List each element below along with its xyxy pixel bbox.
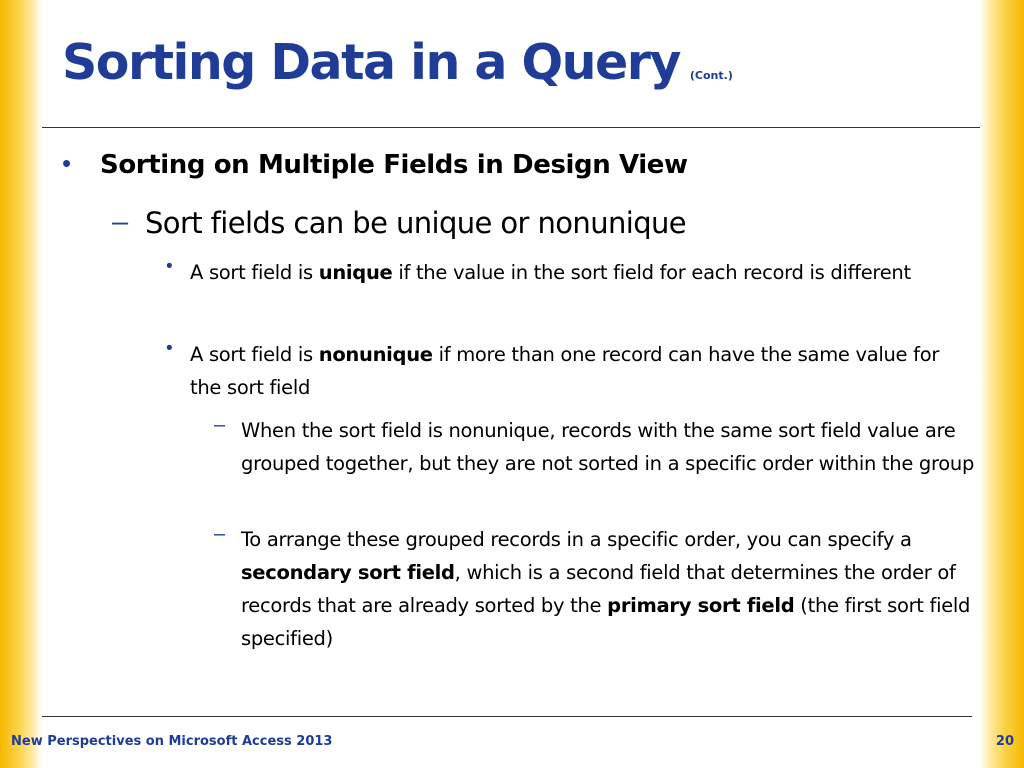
bullet-marker: • [62, 148, 72, 178]
footer-course-title: New Perspectives on Microsoft Access 2013 [11, 734, 333, 749]
point-unique [190, 256, 970, 289]
point-nonunique-before: A sort field is [190, 343, 319, 366]
heading-multiple-fields: Sorting on Multiple Fields in Design View [100, 150, 688, 180]
point-unique-before: A sort field is [190, 261, 319, 284]
term-nonunique: nonunique [318, 343, 433, 366]
term-unique: unique [318, 261, 393, 284]
dash-marker: – [112, 206, 129, 238]
sub-point-secondary-part1: To arrange these grouped records in a specific order, you can specify a [241, 528, 912, 551]
page-number: 20 [995, 734, 1014, 749]
footer-divider [42, 716, 972, 717]
point-unique-after: if the value in the sort field for each record is different [392, 261, 911, 284]
term-secondary-sort-field: secondary sort field [241, 561, 455, 584]
subheading-unique-nonunique: Sort fields can be unique or nonunique [145, 206, 687, 240]
slide-title-text: Sorting Data in a Query [62, 34, 680, 91]
dash-marker: – [214, 414, 226, 436]
bullet-marker: • [166, 338, 173, 359]
bullet-marker: • [166, 256, 173, 277]
sub-point-secondary-part3: (the first sort field specified) [241, 594, 971, 650]
term-primary-sort-field: primary sort field [607, 594, 795, 617]
sub-point-grouped: When the sort field is nonunique, records with the same sort field value are grouped together, but they are not sorted in a specific order within the group [241, 419, 975, 475]
sub-point-secondary-part2: , which is a second field that determines the order of records that are already sorted by the [241, 561, 956, 617]
point-nonunique-after: if more than one record can have the same value for the sort field [190, 343, 940, 399]
sub-point-secondary [241, 523, 981, 655]
dash-marker: – [214, 523, 226, 545]
point-nonunique [190, 338, 970, 404]
slide-title-suffix: (Cont.) [689, 69, 733, 82]
